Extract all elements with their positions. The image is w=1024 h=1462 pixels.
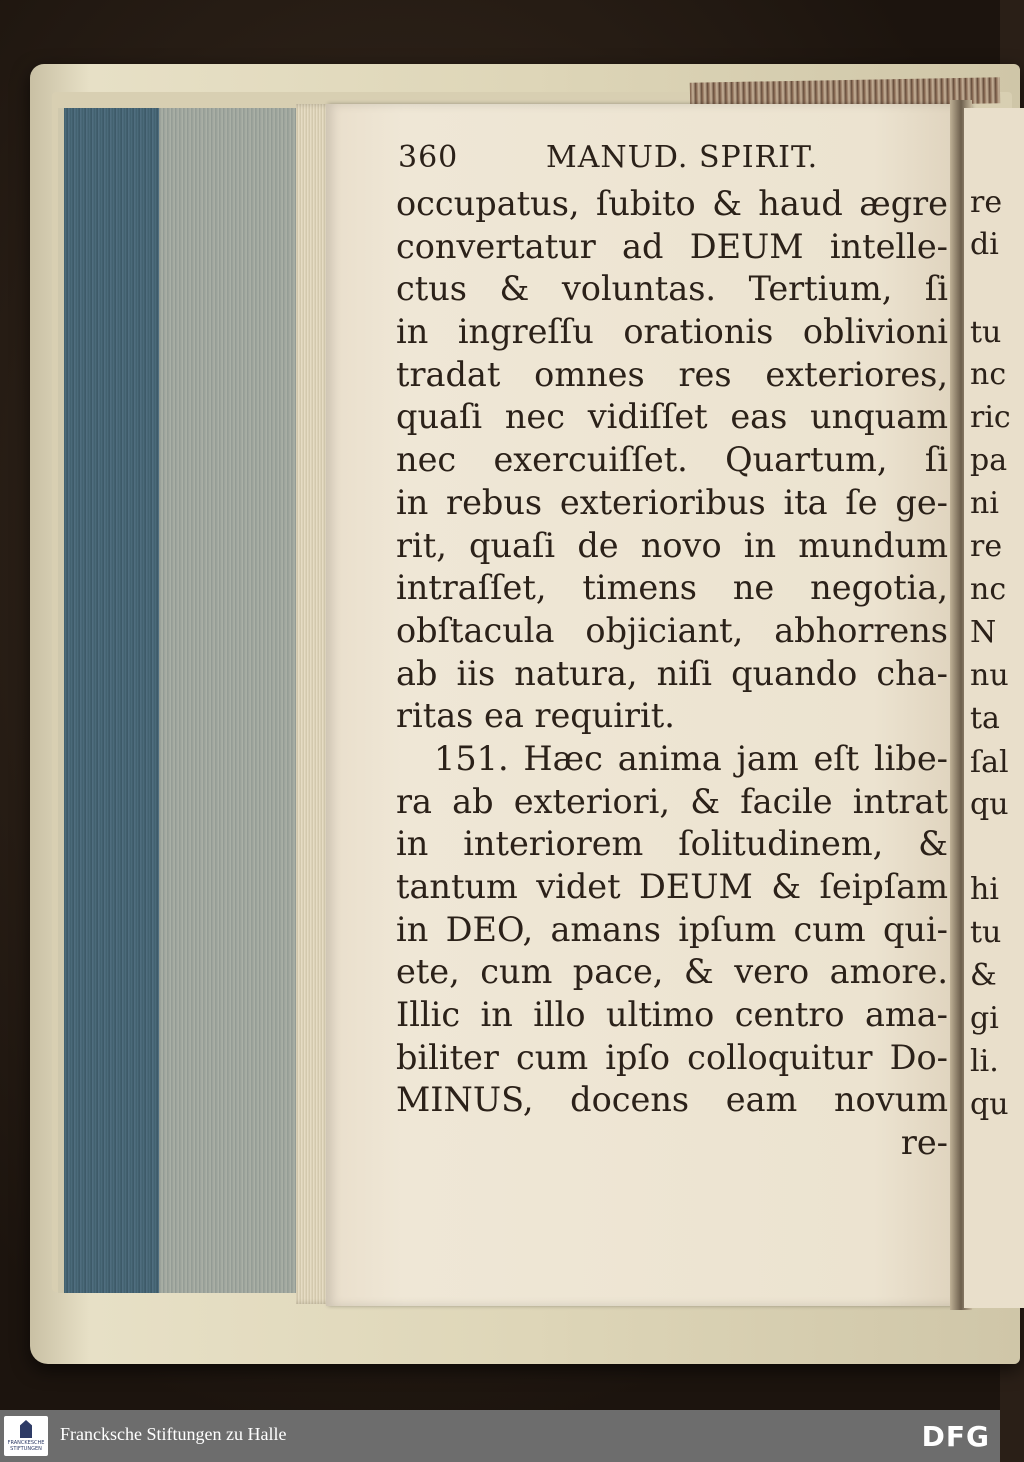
text-line: biliter cum ipſo colloquitur Do- (396, 1037, 948, 1077)
text-line: in interiorem ſolitudinem, & (396, 824, 948, 864)
facing-page-fragment: & (970, 958, 997, 993)
text-line: tantum videt DEUM & ſeipſam (396, 867, 948, 906)
page-number: 360 (398, 140, 459, 175)
facing-page-fragment: hi (970, 872, 999, 907)
facing-page-fragment: ni (970, 486, 999, 521)
text-line: 151. Hæc anima jam eſt libe- (434, 738, 948, 778)
text-line: ctus & voluntas. Tertium, ſi (396, 269, 948, 309)
text-line: in rebus exterioribus ita ſe ge- (396, 482, 948, 522)
text-line: tradat omnes res exteriores, (396, 354, 948, 394)
facing-page-fragment: nc (970, 572, 1007, 607)
text-line: in ingreſſu orationis oblivioni (396, 312, 948, 352)
page-text (396, 183, 948, 1165)
text-line: ete, cum pace, & vero amore. (396, 952, 948, 992)
running-head: MANUD. SPIRIT. (546, 140, 819, 175)
facing-page (964, 108, 1024, 1308)
text-line: convertatur ad DEUM intelle- (396, 226, 948, 266)
facing-page-fragment: pa (970, 443, 1008, 478)
facing-page-fragment: li. (970, 1044, 999, 1079)
text-line: ra ab exteriori, & facile intrat (396, 781, 948, 821)
text-line: ritas ea requirit. (396, 696, 675, 736)
facing-page-fragment: di (970, 227, 999, 262)
dfg-logo[interactable]: DFG (921, 1420, 990, 1453)
footer-bar (0, 1410, 1000, 1462)
facing-page-fragment: N (970, 615, 997, 650)
facing-page-fragment: tu (970, 915, 1002, 950)
text-line: Illic in illo ultimo centro ama- (396, 995, 948, 1035)
text-line: quaſi nec vidiſſet eas unquam (396, 397, 948, 437)
text-line: in DEO, amans ipſum cum qui- (396, 909, 948, 949)
page-edges (58, 108, 314, 1293)
text-line: MINUS, docens eam novum (396, 1080, 948, 1120)
facing-page-fragment: tu (970, 315, 1002, 350)
text-line: rit, quaſi de novo in mundum (396, 525, 948, 565)
building-icon (20, 1420, 32, 1438)
facing-page-fragment: re (970, 185, 1003, 220)
text-line: nec exercuiſſet. Quartum, ſi (396, 440, 948, 480)
text-line: obſtacula objiciant, abhorrens (396, 610, 948, 650)
facing-page-fragment: gi (970, 1001, 999, 1036)
institution-logo[interactable] (4, 1416, 48, 1456)
institution-name[interactable]: Francksche Stiftungen zu Halle (60, 1424, 287, 1444)
logo-text: FRANCKESCHE STIFTUNGEN (7, 1440, 45, 1452)
facing-page-fragment: re (970, 529, 1003, 564)
text-line: re- (900, 1123, 948, 1163)
text-line: ab iis natura, niſi quando cha- (396, 653, 948, 693)
facing-page-fragment: nc (970, 357, 1007, 392)
facing-page-fragment: ric (970, 400, 1011, 435)
facing-page-fragment: ta (970, 701, 1000, 736)
facing-page-fragment: nu (970, 658, 1009, 693)
facing-page-fragment: qu (970, 1087, 1009, 1122)
facing-page-fragment: qu (970, 787, 1009, 822)
text-line: intraſſet, timens ne negotia, (396, 568, 948, 608)
text-line: occupatus, ſubito & haud ægre (396, 184, 948, 223)
facing-page-fragment: ſal (970, 745, 1009, 780)
